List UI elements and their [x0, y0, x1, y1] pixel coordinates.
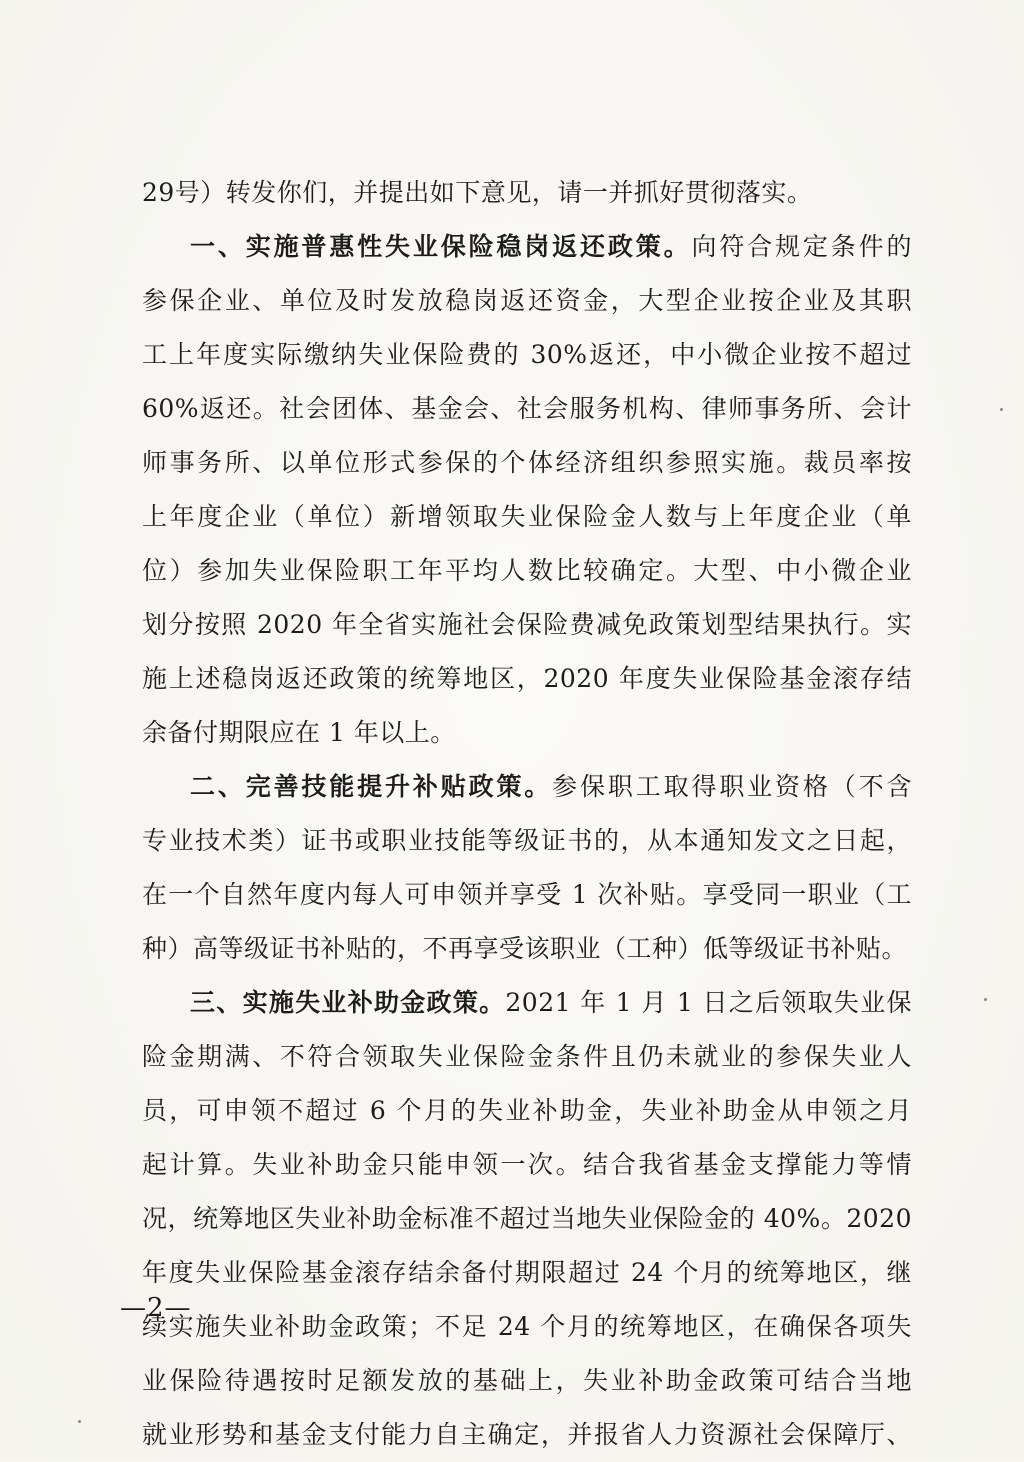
body-line: 就业形势和基金支付能力自主确定，并报省人力资源社会保障厅、: [142, 1420, 912, 1449]
body-line: 续实施失业补助金政策；不足 24 个月的统筹地区，在确保各项失: [142, 1312, 912, 1341]
section-1-text: 向符合规定条件的: [691, 232, 912, 261]
document-body: [142, 166, 912, 1462]
section-2-heading: 二、完善技能提升补贴政策。: [190, 772, 553, 801]
body-line: 师事务所、以单位形式参保的个体经济组织参照实施。裁员率按: [142, 448, 912, 477]
body-line: 上年度企业（单位）新增领取失业保险金人数与上年度企业（单: [142, 502, 912, 531]
body-line: 余备付期限应在 1 年以上。: [142, 718, 456, 747]
body-line: 险金期满、不符合领取失业保险金条件且仍未就业的参保失业人: [142, 1042, 912, 1071]
body-line: 起计算。失业补助金只能申领一次。结合我省基金支撑能力等情: [142, 1150, 912, 1179]
section-2-first-line: [142, 760, 912, 814]
scan-speck: [984, 998, 987, 1001]
body-line: 在一个自然年度内每人可申领并享受 1 次补贴。享受同一职业（工: [142, 880, 912, 909]
body-line: 年度失业保险基金滚存结余备付期限超过 24 个月的统筹地区，继: [142, 1258, 912, 1287]
body-line: 29号）转发你们，并提出如下意见，请一并抓好贯彻落实。: [142, 178, 813, 207]
body-line: 业保险待遇按时足额发放的基础上，失业补助金政策可结合当地: [142, 1366, 912, 1395]
section-3-first-line: [142, 976, 912, 1030]
body-line: 施上述稳岗返还政策的统筹地区，2020 年度失业保险基金滚存结: [142, 664, 912, 693]
section-1-first-line: [142, 220, 912, 274]
body-line: 员，可申领不超过 6 个月的失业补助金，失业补助金从申领之月: [142, 1096, 912, 1125]
body-line: 参保企业、单位及时发放稳岗返还资金，大型企业按企业及其职: [142, 286, 912, 315]
section-1-heading: 一、实施普惠性失业保险稳岗返还政策。: [190, 232, 692, 261]
scan-speck: [1000, 408, 1003, 411]
section-3-heading: 三、实施失业补助金政策。: [190, 988, 506, 1017]
section-3-text: 2021 年 1 月 1 日之后领取失业保: [505, 988, 912, 1017]
body-line: 位）参加失业保险职工年平均人数比较确定。大型、中小微企业: [142, 556, 912, 585]
scan-speck: [78, 1420, 81, 1423]
body-line: 况，统筹地区失业补助金标准不超过当地失业保险金的 40%。2020: [142, 1204, 912, 1233]
section-2-text: 参保职工取得职业资格（不含: [552, 772, 912, 801]
body-line: 划分按照 2020 年全省实施社会保险费减免政策划型结果执行。实: [142, 610, 912, 639]
body-line: 种）高等级证书补贴的，不再享受该职业（工种）低等级证书补贴。: [142, 934, 908, 963]
page-number: —2—: [120, 1293, 192, 1323]
body-line: 工上年度实际缴纳失业保险费的 30%返还，中小微企业按不超过: [142, 340, 912, 369]
body-line: 专业技术类）证书或职业技能等级证书的，从本通知发文之日起，: [142, 826, 912, 855]
body-line: 60%返还。社会团体、基金会、社会服务机构、律师事务所、会计: [142, 394, 912, 423]
